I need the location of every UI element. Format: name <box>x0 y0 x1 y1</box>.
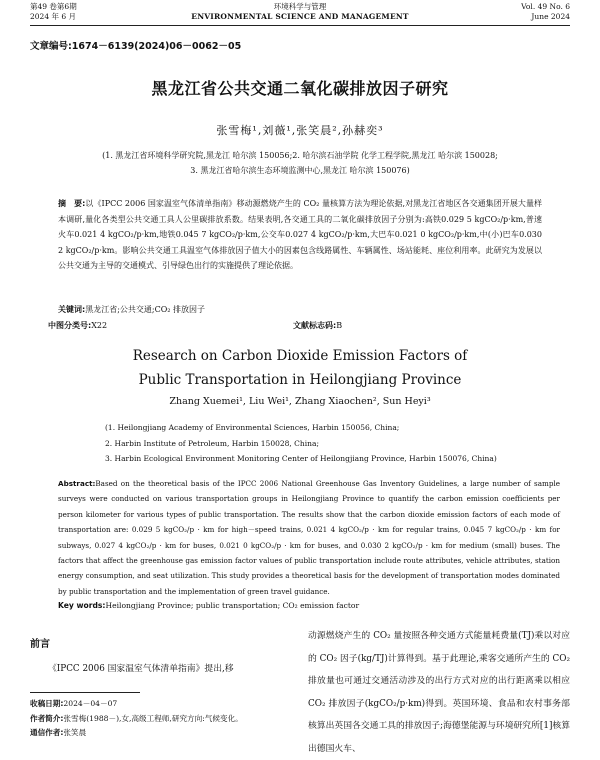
affiliation-en-line: 3. Harbin Ecological Environment Monitoring Center of Heilongjiang Province, Harbin 150076, China) <box>105 454 497 464</box>
affiliation-en-line: 2. Harbin Institute of Petroleum, Harbin 150028, China; <box>105 438 319 448</box>
section-heading: 前言 <box>30 639 50 650</box>
keywords-cn-text: 黑龙江省;公共交通;CO₂ 排放因子 <box>85 305 206 314</box>
abstract-en-label: Abstract: <box>58 479 96 488</box>
header-volume-en: Vol. 49 No. 6 <box>521 2 570 11</box>
body-left-column <box>30 625 285 741</box>
footnote-rule <box>30 692 140 693</box>
affiliations-cn <box>40 148 560 178</box>
body-right-column <box>308 625 570 760</box>
keywords-en-text: Heilongjiang Province; public transportation; CO₂ emission factor <box>105 601 360 610</box>
footnote-text: 张雪梅(1988－),女,高级工程师,研究方向:气候变化。 <box>63 713 243 723</box>
abstract-cn <box>58 196 542 274</box>
affiliation-cn-line: (1. 黑龙江省环境科学研究院,黑龙江 哈尔滨 150056;2. 哈尔滨石油学院 化学工程学院,黑龙江 哈尔滨 150028; <box>102 151 498 160</box>
affiliation-cn-line: 3. 黑龙江省哈尔滨生态环境监测中心,黑龙江 哈尔滨 150076) <box>190 166 410 175</box>
abstract-cn-label: 摘 要: <box>58 199 86 208</box>
header-journal-en: ENVIRONMENTAL SCIENCE AND MANAGEMENT <box>191 12 409 21</box>
document-code <box>293 320 342 331</box>
keywords-en-label: Key words: <box>58 601 106 610</box>
abstract-en-text: Based on the theoretical basis of the IPCC 2006 National Greenhouse Gas Inventory Guidelines, a large number of sample surveys were conducted on various transportation groups in Heilongjiang Province to quantify the carbon emission coefficients per person kilometer for various types of public transportation. The results show that the carbon dioxide emission factors of each mode of transportation are: 0.029 5 kgCO₂/p · km for high－speed trains, 0.021 4 kgCO₂/p · km for regular trains, 0.045 7 kgCO₂/p · km for subways, 0.027 4 kgCO₂/p · km for buses, 0.021 0 kgCO₂/p · km for buses, and 0.030 2 kgCO₂/p · km for medium (small) buses. The factors that affect the greenhouse gas emission factor values of public transportation include route attributes, vehicle attributes, station energy consumption, and seat utilization. This study provides a theoretical basis for the development of transportation modes dominated by public transportation and the implementation of green travel guidance. <box>58 479 560 596</box>
class-number-label: 中图分类号: <box>48 321 92 330</box>
header-date-en: June 2024 <box>531 12 570 21</box>
keywords-cn <box>58 304 205 315</box>
title-cn: 黑龙江省公共交通二氧化碳排放因子研究 <box>151 79 449 98</box>
header-center <box>30 2 570 22</box>
footnote-author-bio <box>30 712 285 727</box>
authors-en: Zhang Xuemei¹, Liu Wei¹, Zhang Xiaochen², Sun Heyi³ <box>169 396 431 407</box>
document-code-value: B <box>336 321 343 330</box>
footnote-received <box>30 697 285 712</box>
abstract-cn-text: 以《IPCC 2006 国家温室气体清单指南》移动源燃烧产生的 CO₂ 量核算方法为理论依据,对黑龙江省地区各交通集团开展大量样本调研,量化各类型公共交通工具人公里碳排放系数。结果表明,各交通工具的二氧化碳排放因子分别为:高铁0.029 5 kgCO₂/p·km,普速火车0.021 4 kgCO₂/p·km,地铁0.045 7 kgCO₂/p·km,公交车0.027 4 kgCO₂/p·km,大巴车0.021 0 kgCO₂/p·km,中(小)巴车0.030 2 kgCO₂/p·km。影响公共交通工具温室气体排放因子值大小的因素包含线路属性、车辆属性、场站能耗、座位利用率。此研究为发展以公共交通为主导的交通模式、引导绿色出行的实施提供了理论依据。 <box>58 199 542 271</box>
footnote-label: 收稿日期: <box>30 699 64 708</box>
footnotes <box>30 697 285 741</box>
abstract-en <box>58 476 560 599</box>
keywords-cn-label: 关键词: <box>58 305 86 314</box>
affiliations-en <box>105 420 560 467</box>
header-rule <box>30 25 570 26</box>
header-date-cn: 2024 年 6 月 <box>30 12 77 21</box>
article-number: 文章编号:1674－6139(2024)06－0062－05 <box>30 41 242 52</box>
header-volume-cn: 第49 卷第6期 <box>30 2 77 11</box>
footnote-text: 2024－04－07 <box>63 699 118 708</box>
document-code-label: 文献标志码: <box>293 321 337 330</box>
intro-paragraph: 《IPCC 2006 国家温室气体清单指南》提出,移 <box>48 664 234 674</box>
affiliation-en-line: (1. Heilongjiang Academy of Environmental Sciences, Harbin 150056, China; <box>105 423 400 432</box>
class-number-value: X22 <box>91 321 108 330</box>
header-journal-cn: 环境科学与管理 <box>273 2 327 11</box>
authors-cn: 张雪梅¹,刘薇¹,张笑晨²,孙赫奕³ <box>216 124 384 137</box>
keywords-en <box>58 601 359 610</box>
header-right <box>521 2 570 22</box>
title-en <box>0 344 600 392</box>
running-header <box>30 2 570 26</box>
footnote-label: 作者简介: <box>30 713 64 723</box>
footnote-text: 张笑晨 <box>63 728 87 737</box>
class-number <box>48 320 107 331</box>
footnote-label: 通信作者: <box>30 728 64 737</box>
title-en-line: Research on Carbon Dioxide Emission Factors of <box>132 348 468 364</box>
footnote-corresponding <box>30 726 285 741</box>
title-en-line: Public Transportation in Heilongjiang Province <box>138 372 462 388</box>
body-paragraph: 动源燃烧产生的 CO₂ 量按照各种交通方式能量耗费量(TJ)乘以对应的 CO₂ 因子(kg/TJ)计算得到。基于此理论,乘客交通所产生的 CO₂ 排放量也可通过交通活动涉及的出行方式对应的出行距离乘以相应 CO₂ 排放因子(kgCO₂/p·km)得到。英国环境、食品和农村事务部核算出英国各交通工具的排放因子;海德堡能源与环境研究所[1]核算出德国火车、 <box>308 631 570 754</box>
